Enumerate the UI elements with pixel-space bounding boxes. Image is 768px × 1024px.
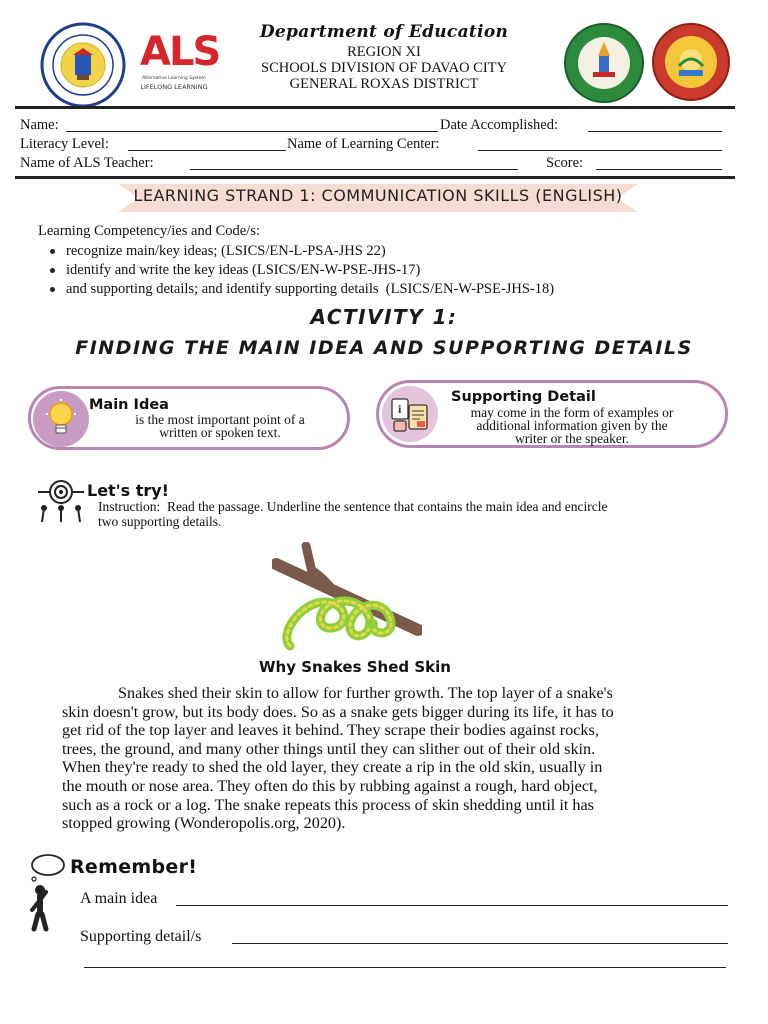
main-idea-line: written or spoken text. (159, 425, 281, 440)
als-letters: ALS (140, 29, 220, 75)
name-field-label: Name: (20, 117, 59, 133)
teacher-field-label: Name of ALS Teacher: (20, 155, 154, 171)
header-rule-top (15, 106, 735, 109)
strand-title: LEARNING STRAND 1: COMMUNICATION SKILLS (ENGLISH) (133, 186, 623, 205)
region-line: REGION XI (347, 44, 421, 60)
learning-center-label: Name of Learning Center: (287, 136, 440, 152)
supporting-detail-line: writer or the speaker. (515, 431, 629, 446)
learning-center-field[interactable] (478, 135, 722, 151)
date-field[interactable] (588, 116, 722, 132)
date-field-label: Date Accomplished: (440, 117, 558, 133)
als-tagline: LIFELONG LEARNING (140, 83, 208, 91)
score-field-label: Score: (546, 155, 584, 171)
documents-icon (390, 395, 430, 435)
name-field[interactable] (66, 116, 438, 132)
competency-heading: Learning Competency/ies and Code/s: (38, 223, 260, 239)
supporting-detail-heading: Supporting Detail (451, 389, 596, 405)
snake-on-branch-illustration (272, 542, 422, 654)
instruction-line: Instruction: Read the passage. Underline the sentence that contains the main idea and encircle (98, 499, 608, 514)
bullet (50, 268, 55, 273)
general-roxas-seal (651, 22, 731, 102)
passage-line: When they're ready to shed the old layer, they create a rip in the old skin, usually in (62, 758, 603, 777)
activity-title: FINDING THE MAIN IDEA AND SUPPORTING DETAILS (75, 337, 693, 359)
davao-division-seal (563, 22, 645, 104)
passage-line: Snakes shed their skin to allow for further growth. The top layer of a snake's (118, 684, 613, 702)
header-rule-bottom (15, 176, 735, 179)
division-line: SCHOOLS DIVISION OF DAVAO CITY (261, 60, 507, 76)
literacy-field-label: Literacy Level: (20, 136, 109, 152)
story-title: Why Snakes Shed Skin (259, 658, 451, 676)
als-small-text: Alternative Learning System (142, 76, 206, 81)
activity-number: ACTIVITY 1: (310, 305, 458, 329)
main-idea-line: is the most important point of a (135, 412, 305, 427)
passage-line: trees, the ground, and many other things until they can slither out of their old skin. (62, 739, 596, 758)
supporting-detail-line: additional information given by the (476, 418, 668, 433)
passage (62, 684, 720, 833)
department-title: Department of Education (259, 22, 509, 42)
supporting-answer-label: Supporting detail/s (80, 928, 202, 945)
competency-item: and supporting details; and identify supporting details (LSICS/EN-W-PSE-JHS-18) (66, 281, 555, 297)
supporting-detail-line: may come in the form of examples or (470, 405, 674, 420)
passage-line: such as a rock or a log. The snake repeats this process of skin shedding until it has (62, 795, 594, 814)
instruction-line: two supporting details. (98, 514, 222, 529)
target-darts-icon (36, 478, 86, 524)
supporting-answer-field[interactable] (232, 928, 728, 944)
bullet (50, 287, 55, 292)
passage-line: skin doesn't grow, but its body does. So as a snake gets bigger during its life, it has to (62, 702, 614, 721)
passage-line: the mouth or nose area. They often do this by rubbing against a rough, hard object, (62, 776, 598, 795)
score-field[interactable] (596, 154, 722, 170)
main-idea-heading: Main Idea (89, 397, 169, 413)
supporting-answer-field-extra[interactable] (84, 952, 726, 968)
remember-heading: Remember! (70, 856, 198, 878)
district-line: GENERAL ROXAS DISTRICT (289, 76, 479, 92)
teacher-field[interactable] (190, 154, 518, 170)
svg-text:i: i (398, 402, 402, 416)
lets-try-heading: Let's try! (87, 481, 169, 500)
competency-item: recognize main/key ideas; (LSICS/EN-L-PSA-JHS 22) (66, 243, 386, 259)
main-idea-answer-label: A main idea (80, 890, 158, 907)
bullet (50, 249, 55, 254)
passage-line: get rid of the top layer and leaves it behind. They scrape their bodies against rocks, (62, 721, 599, 740)
thinking-person-icon (24, 852, 68, 932)
passage-line: stopped growing (Wonderopolis.org, 2020). (62, 814, 346, 833)
literacy-field[interactable] (128, 135, 286, 151)
competency-item: identify and write the key ideas (LSICS/EN-W-PSE-JHS-17) (66, 262, 421, 278)
main-idea-answer-field[interactable] (176, 890, 728, 906)
lightbulb-icon (43, 398, 79, 440)
